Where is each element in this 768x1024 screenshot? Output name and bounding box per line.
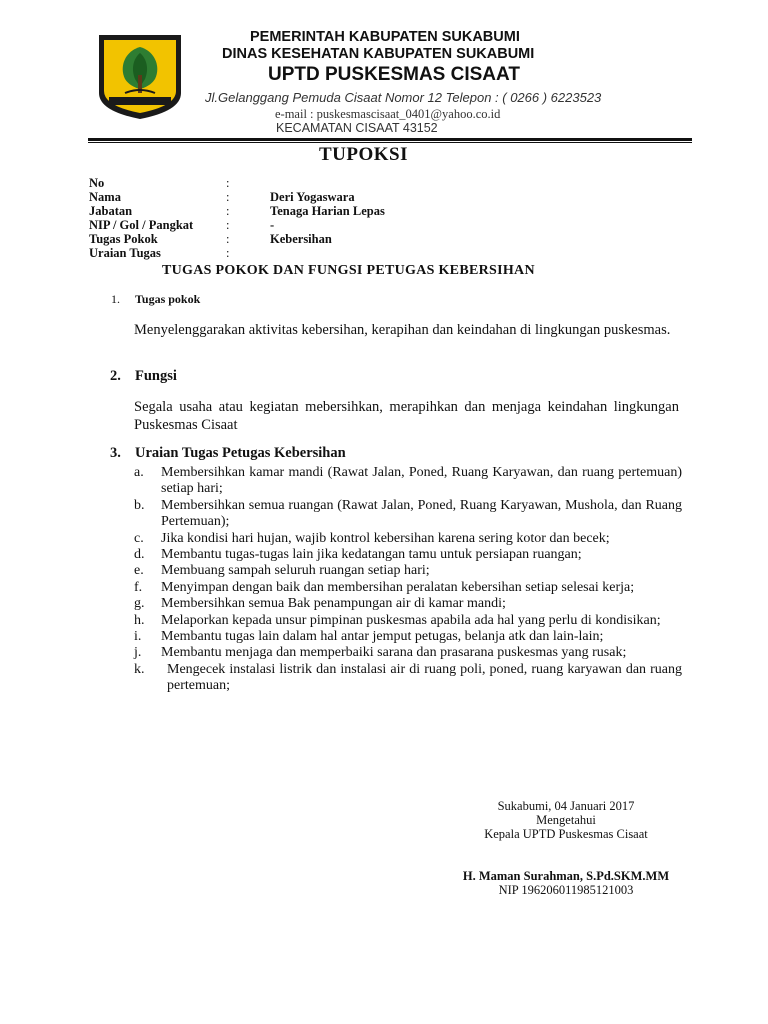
header-district: KECAMATAN CISAAT 43152 [276,121,438,135]
list-item: i. Membantu tugas lain dalam hal antar jemput petugas, belanja atk dan lain-lain; [134,629,604,645]
task-list [110,465,682,695]
list-item: c. Jika kondisi hari hujan, wajib kontrol kebersihan karena sering kotor dan becek; [134,530,610,546]
header-office: UPTD PUSKESMAS CISAAT [268,64,520,85]
list-item: b. Membersihkan semua ruangan (Rawat Jalan, Poned, Ruang Karyawan, Mushola, dan Ruang Pertemuan); [134,497,682,530]
list-item: k. Mengecek instalasi listrik dan instalasi air di ruang poli, poned, ruang karyawan dan ruang pertemuan; [134,661,682,694]
header-email: e-mail : puskesmascisaat_0401@yahoo.co.id [275,107,501,121]
section-3-heading: Uraian Tugas Petugas Kebersihan [135,445,346,461]
letterhead-rule-thick [88,138,692,141]
signature-acknowledged: Mengetahui [536,813,596,827]
section-subtitle: TUGAS POKOK DAN FUNGSI PETUGAS KEBERSIHAN [162,263,535,278]
letterhead-rule-thin [88,142,692,143]
list-item: d. Membantu tugas-tugas lain jika kedatangan tamu untuk persiapan ruangan; [134,547,582,563]
section-2-number: 2. [110,368,121,384]
regency-emblem-logo [95,31,185,121]
section-1-number: 1. [111,292,120,306]
signature-nip: NIP 196206011985121003 [498,883,634,897]
info-row: No : [89,176,230,190]
info-row: Tugas Pokok : Kebersihan [89,232,332,246]
info-row: Nama : Deri Yogaswara [89,190,355,204]
section-1-text: Menyelenggarakan aktivitas kebersihan, kerapihan dan keindahan di lingkungan puskesmas. [134,322,671,338]
list-item: j. Membantu menjaga dan memperbaiki sarana dan prasarana puskesmas yang rusak; [134,645,627,661]
header-government: PEMERINTAH KABUPATEN SUKABUMI [250,29,520,45]
signature-name: H. Maman Surahman, S.Pd.SKM.MM [462,869,670,883]
list-item: e. Membuang sampah seluruh ruangan setiap hari; [134,563,430,579]
section-2-heading: Fungsi [135,368,177,384]
info-row: NIP / Gol / Pangkat : - [89,218,275,232]
employee-info-table [89,176,385,260]
section-3-number: 3. [110,445,121,461]
signature-position: Kepala UPTD Puskesmas Cisaat [484,827,648,841]
info-row: Jabatan : Tenaga Harian Lepas [89,204,385,218]
signature-place-date: Sukabumi, 04 Januari 2017 [497,799,635,813]
header-department: DINAS KESEHATAN KABUPATEN SUKABUMI [222,46,535,62]
list-item: h. Melaporkan kepada unsur pimpinan puskesmas apabila ada hal yang perlu di kondisikan; [134,612,661,628]
page-title: TUPOKSI [319,144,409,165]
info-row: Uraian Tugas : [89,246,230,260]
list-item: f. Menyimpan dengan baik dan membersihan peralatan kebersihan setiap selesai kerja; [134,579,635,595]
section-2-text: Segala usaha atau kegiatan mebersihkan, merapihkan dan menjaga keindahan lingkungan Puskesmas Cisaat [134,399,679,433]
section-1-heading: Tugas pokok [135,292,201,306]
header-address: Jl.Gelanggang Pemuda Cisaat Nomor 12 Telepon : ( 0266 ) 6223523 [205,90,602,105]
list-item: a. Membersihkan kamar mandi (Rawat Jalan, Poned, Ruang Karyawan, dan ruang pertemuan) setiap hari; [134,465,682,497]
list-item: g. Membersihkan semua Bak penampungan air di kamar mandi; [134,596,506,612]
